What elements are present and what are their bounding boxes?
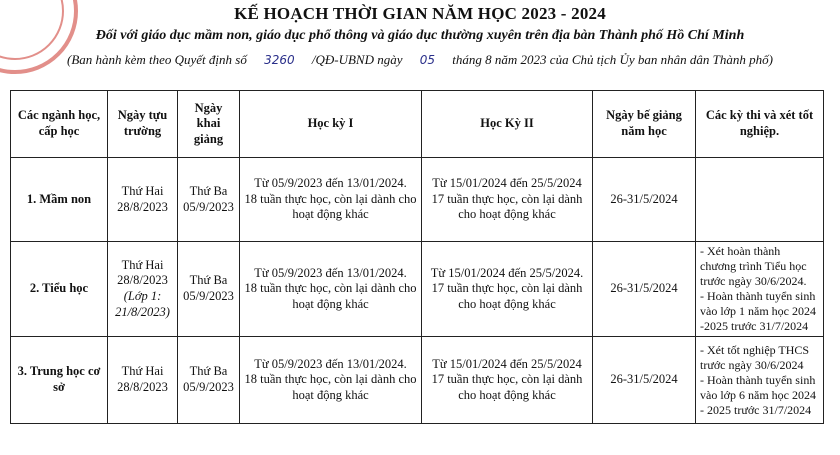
- semester2-cell: [422, 242, 593, 337]
- exam-item: - Xét hoàn thành chương trình Tiểu học trước ngày 30/6/2024.: [700, 244, 807, 288]
- col-header-exams: Các kỳ thi và xét tốt nghiệp.: [696, 91, 824, 158]
- return-day-cell: Thứ Hai 28/8/2023: [108, 337, 178, 424]
- semester2-note: 17 tuần thực học, còn lại dành cho hoạt động khác: [431, 191, 583, 222]
- opening-day-cell: Thứ Ba 05/9/2023: [178, 158, 240, 242]
- exam-item: - Xét tốt nghiệp THCS trước ngày 30/6/2024: [700, 342, 810, 372]
- semester2-cell: [422, 158, 593, 242]
- level-cell: 3. Trung học cơ sở: [11, 337, 108, 424]
- semester2-dates: Từ 15/01/2024 đến 25/5/2024: [432, 356, 582, 371]
- return-day-note: (Lớp 1: 21/8/2023): [115, 289, 170, 319]
- semester2-note: 17 tuần thực học, còn lại dành cho hoạt động khác: [431, 372, 583, 402]
- level-cell: 1. Mầm non: [11, 158, 108, 242]
- col-header-level: Các ngành học, cấp học: [11, 91, 108, 158]
- semester2-cell: [422, 337, 593, 424]
- semester1-dates: Từ 05/9/2023 đến 13/01/2024.: [254, 265, 407, 280]
- col-header-opening-day: Ngày khai giảng: [178, 91, 240, 158]
- decision-day: 05: [419, 53, 436, 67]
- exams-cell: [696, 242, 824, 337]
- col-header-return-day: Ngày tựu trường: [108, 91, 178, 158]
- semester1-note: 18 tuần thực học, còn lại dành cho hoạt động khác: [244, 281, 417, 311]
- closing-day-cell: 26-31/5/2024: [593, 242, 696, 337]
- exam-item: - Hoàn thành tuyển sinh vào lớp 1 năm học 2024 -2025 trước 31/7/2024: [700, 289, 816, 333]
- semester2-dates: Từ 15/01/2024 đến 25/5/2024.: [430, 265, 584, 280]
- return-day-cell: [108, 242, 178, 337]
- table-row: [11, 242, 824, 337]
- exam-item: - Hoàn thành tuyển sinh vào lớp 6 năm học 2024 - 2025 trước 31/7/2024: [700, 372, 816, 417]
- semester1-cell: [240, 158, 422, 242]
- opening-day-cell: Thứ Ba 05/9/2023: [178, 242, 240, 337]
- semester1-note: 18 tuần thực học, còn lại dành cho hoạt động khác: [244, 372, 417, 402]
- issuance-prefix: (Ban hành kèm theo Quyết định số: [67, 52, 247, 67]
- table-row: [11, 337, 824, 424]
- table-header-row: [11, 91, 824, 158]
- exams-cell: [696, 337, 824, 424]
- return-day: Thứ Hai 28/8/2023: [117, 257, 168, 288]
- semester1-cell: [240, 337, 422, 424]
- semester2-dates: Từ 15/01/2024 đến 25/5/2024: [432, 176, 582, 191]
- col-header-semester2: Học Kỳ II: [422, 91, 593, 158]
- issuance-suffix: tháng 8 năm 2023 của Chủ tịch Ủy ban nhân dân Thành phố): [452, 52, 773, 67]
- semester1-cell: [240, 242, 422, 337]
- semester1-note: 18 tuần thực học, còn lại dành cho hoạt động khác: [244, 191, 417, 222]
- document-title: KẾ HOẠCH THỜI GIAN NĂM HỌC 2023 - 2024: [234, 4, 606, 23]
- schedule-table: [10, 90, 824, 424]
- level-cell: 2. Tiểu học: [11, 242, 108, 337]
- issuance-mid: /QĐ-UBND ngày: [311, 52, 403, 67]
- issuance-note: [0, 52, 840, 68]
- semester2-note: 17 tuần thực học, còn lại dành cho hoạt động khác: [431, 281, 583, 311]
- semester1-dates: Từ 05/9/2023 đến 13/01/2024.: [254, 356, 407, 371]
- exams-cell: [696, 158, 824, 242]
- document-subtitle: Đối với giáo dục mầm non, giáo dục phổ thông và giáo dục thường xuyên trên địa bàn Thành phố Hồ Chí Minh: [95, 28, 745, 43]
- opening-day-cell: Thứ Ba 05/9/2023: [178, 337, 240, 424]
- col-header-semester1: Học kỳ I: [240, 91, 422, 158]
- col-header-closing-day: Ngày bế giảng năm học: [593, 91, 696, 158]
- closing-day-cell: 26-31/5/2024: [593, 158, 696, 242]
- table-row: [11, 158, 824, 242]
- return-day-cell: Thứ Hai 28/8/2023: [108, 158, 178, 242]
- closing-day-cell: 26-31/5/2024: [593, 337, 696, 424]
- semester1-dates: Từ 05/9/2023 đến 13/01/2024.: [254, 176, 407, 191]
- decision-number: 3260: [264, 53, 295, 67]
